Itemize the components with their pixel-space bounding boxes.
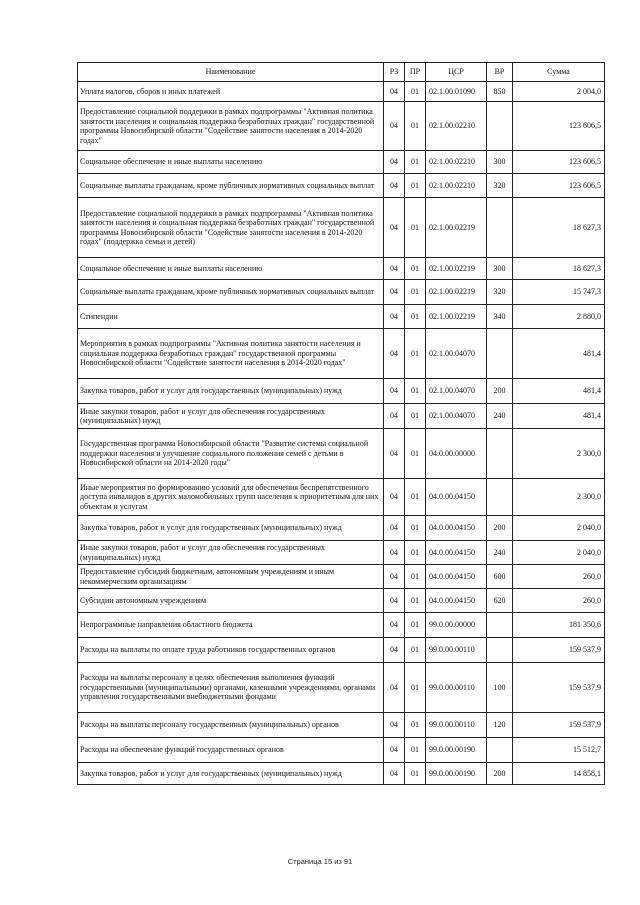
table-row [78, 329, 605, 379]
cell-pr: 01 [405, 280, 426, 305]
table-row [78, 305, 605, 329]
cell-rz: 04 [384, 280, 405, 305]
cell-rz: 04 [384, 713, 405, 738]
cell-vr [487, 429, 513, 479]
cell-sum: 2 040,0 [513, 541, 605, 565]
cell-csr: 99.0.00.00190 [426, 738, 487, 763]
cell-sum: 15 512,7 [513, 738, 605, 763]
cell-sum: 2 040,0 [513, 516, 605, 541]
cell-rz: 04 [384, 174, 405, 198]
cell-pr: 01 [405, 738, 426, 763]
cell-name: Социальное обеспечение и иные выплаты населению [78, 151, 384, 174]
cell-sum: 14 858,1 [513, 763, 605, 785]
cell-pr: 01 [405, 151, 426, 174]
cell-pr: 01 [405, 429, 426, 479]
cell-sum: 123 606,5 [513, 102, 605, 151]
cell-csr: 02.1.00.04070 [426, 379, 487, 404]
cell-name: Иные закупки товаров, работ и услуг для обеспечения государственных (муниципальных) нужд [78, 404, 384, 429]
cell-vr [487, 198, 513, 258]
cell-rz: 04 [384, 258, 405, 280]
cell-vr: 100 [487, 663, 513, 713]
table-row [78, 763, 605, 785]
cell-vr: 320 [487, 174, 513, 198]
cell-sum: 123 606,5 [513, 151, 605, 174]
cell-sum: 481,4 [513, 404, 605, 429]
cell-sum: 18 627,3 [513, 198, 605, 258]
cell-rz: 04 [384, 541, 405, 565]
table-row [78, 102, 605, 151]
cell-vr: 300 [487, 151, 513, 174]
cell-rz: 04 [384, 763, 405, 785]
cell-csr: 02.1.00.02210 [426, 174, 487, 198]
cell-name: Иные закупки товаров, работ и услуг для обеспечения государственных (муниципальных) нужд [78, 541, 384, 565]
cell-name: Государственная программа Новосибирской области "Развитие системы социальной поддержки населения и улучшение социального положения семей с детьми в Новосибирской области на 2014-2020 годы" [78, 429, 384, 479]
cell-sum: 260,0 [513, 565, 605, 589]
cell-vr: 120 [487, 713, 513, 738]
cell-pr: 01 [405, 589, 426, 613]
table-row [78, 663, 605, 713]
cell-pr: 01 [405, 516, 426, 541]
header-pr: ПР [405, 63, 426, 82]
cell-csr: 02.1.00.02219 [426, 198, 487, 258]
cell-vr: 200 [487, 516, 513, 541]
cell-vr: 340 [487, 305, 513, 329]
cell-csr: 04.0.00.04150 [426, 516, 487, 541]
cell-rz: 04 [384, 198, 405, 258]
cell-name: Непрограммные направления областного бюджета [78, 613, 384, 638]
table-row [78, 198, 605, 258]
cell-vr [487, 613, 513, 638]
cell-pr: 01 [405, 102, 426, 151]
cell-rz: 04 [384, 379, 405, 404]
cell-pr: 01 [405, 198, 426, 258]
table-row [78, 589, 605, 613]
header-rz: РЗ [384, 63, 405, 82]
cell-rz: 04 [384, 613, 405, 638]
cell-vr: 240 [487, 541, 513, 565]
cell-csr: 99.0.00.00110 [426, 638, 487, 663]
cell-csr: 02.1.00.04070 [426, 329, 487, 379]
cell-pr: 01 [405, 565, 426, 589]
cell-csr: 04.0.00.04150 [426, 541, 487, 565]
cell-sum: 181 350,6 [513, 613, 605, 638]
table-row [78, 151, 605, 174]
cell-rz: 04 [384, 638, 405, 663]
cell-vr: 320 [487, 280, 513, 305]
cell-vr: 200 [487, 763, 513, 785]
cell-name: Предоставление социальной поддержки в рамках подпрограммы "Активная политика занятости населения и социальная поддержка безработных граждан" государственной программы Новосибирской области "Содействие занятости населения в 2014-2020 годах" [78, 102, 384, 151]
cell-name: Стипендии [78, 305, 384, 329]
cell-vr: 600 [487, 565, 513, 589]
table-row [78, 429, 605, 479]
cell-vr: 300 [487, 258, 513, 280]
header-sum: Сумма [513, 63, 605, 82]
cell-rz: 04 [384, 429, 405, 479]
cell-sum: 159 537,9 [513, 713, 605, 738]
cell-pr: 01 [405, 638, 426, 663]
cell-name: Расходы на выплаты персоналу государственных (муниципальных) органов [78, 713, 384, 738]
cell-name: Закупка товаров, работ и услуг для государственных (муниципальных) нужд [78, 516, 384, 541]
cell-rz: 04 [384, 589, 405, 613]
cell-csr: 04.0.00.04150 [426, 589, 487, 613]
table-row [78, 404, 605, 429]
cell-csr: 04.0.00.00000 [426, 429, 487, 479]
cell-pr: 01 [405, 258, 426, 280]
cell-pr: 01 [405, 763, 426, 785]
table-row [78, 541, 605, 565]
cell-vr: 200 [487, 379, 513, 404]
cell-csr: 02.1.00.02219 [426, 258, 487, 280]
cell-csr: 02.1.00.02219 [426, 305, 487, 329]
cell-sum: 2 004,0 [513, 82, 605, 102]
cell-name: Закупка товаров, работ и услуг для государственных (муниципальных) нужд [78, 763, 384, 785]
cell-pr: 01 [405, 663, 426, 713]
cell-vr [487, 102, 513, 151]
cell-name: Уплата налогов, сборов и иных платежей [78, 82, 384, 102]
cell-vr [487, 479, 513, 516]
cell-name: Предоставление субсидий бюджетным, автономным учреждениям и иным некоммерческим организациям [78, 565, 384, 589]
cell-pr: 01 [405, 174, 426, 198]
cell-csr: 99.0.00.00190 [426, 763, 487, 785]
cell-csr: 04.0.00.04150 [426, 565, 487, 589]
cell-rz: 04 [384, 82, 405, 102]
cell-rz: 04 [384, 738, 405, 763]
cell-csr: 99.0.00.00000 [426, 613, 487, 638]
cell-name: Мероприятия в рамках подпрограммы "Активная политика занятости населения и социальная поддержка безработных граждан" государственной программы Новосибирской области "Содействие занятости населения в 2014-2020 годах" [78, 329, 384, 379]
cell-pr: 01 [405, 404, 426, 429]
table-row [78, 174, 605, 198]
cell-vr: 850 [487, 82, 513, 102]
cell-rz: 04 [384, 102, 405, 151]
cell-name: Расходы на выплаты по оплате труда работников государственных органов [78, 638, 384, 663]
cell-sum: 18 627,3 [513, 258, 605, 280]
cell-csr: 02.1.00.01090 [426, 82, 487, 102]
cell-name: Предоставление социальной поддержки в рамках подпрограммы "Активная политика занятости населения и социальная поддержка безработных граждан" государственной программы Новосибирской области "Содействие занятости населения в 2014-2020 годах" (поддержка семьи и детей) [78, 198, 384, 258]
cell-sum: 481,4 [513, 329, 605, 379]
cell-rz: 04 [384, 404, 405, 429]
cell-sum: 481,4 [513, 379, 605, 404]
cell-pr: 01 [405, 305, 426, 329]
cell-rz: 04 [384, 516, 405, 541]
cell-name: Социальное обеспечение и иные выплаты населению [78, 258, 384, 280]
budget-table [77, 62, 605, 785]
cell-rz: 04 [384, 663, 405, 713]
cell-name: Социальные выплаты гражданам, кроме публичных нормативных социальных выплат [78, 174, 384, 198]
table-row [78, 379, 605, 404]
cell-sum: 2 300,0 [513, 429, 605, 479]
table-row [78, 565, 605, 589]
cell-pr: 01 [405, 82, 426, 102]
cell-vr [487, 738, 513, 763]
table-row [78, 258, 605, 280]
table-row [78, 280, 605, 305]
table-row [78, 713, 605, 738]
cell-vr [487, 329, 513, 379]
cell-name: Расходы на обеспечение функций государственных органов [78, 738, 384, 763]
cell-rz: 04 [384, 479, 405, 516]
cell-name: Расходы на выплаты персоналу в целях обеспечения выполнения функций государственными (муниципальными) органами, казенными учреждениями, органами управления государственными внебюджетными фондами [78, 663, 384, 713]
cell-csr: 02.1.00.02210 [426, 102, 487, 151]
cell-csr: 99.0.00.00110 [426, 713, 487, 738]
cell-sum: 260,0 [513, 589, 605, 613]
table-row [78, 738, 605, 763]
header-name: Наименование [78, 63, 384, 82]
cell-csr: 02.1.00.02219 [426, 280, 487, 305]
cell-sum: 159 537,9 [513, 638, 605, 663]
table-body [78, 82, 605, 785]
cell-rz: 04 [384, 565, 405, 589]
table-row [78, 82, 605, 102]
cell-name: Иные мероприятия по формированию условий для обеспечения беспрепятственного доступа инвалидов в других маломобильных групп населения к приоритетным для них объектам и услугам [78, 479, 384, 516]
cell-csr: 02.1.00.02210 [426, 151, 487, 174]
table-row [78, 613, 605, 638]
cell-csr: 99.0.00.00110 [426, 663, 487, 713]
header-csr: ЦСР [426, 63, 487, 82]
cell-csr: 04.0.00.04150 [426, 479, 487, 516]
cell-sum: 2 300,0 [513, 479, 605, 516]
table-row [78, 479, 605, 516]
cell-vr [487, 638, 513, 663]
cell-rz: 04 [384, 151, 405, 174]
cell-pr: 01 [405, 541, 426, 565]
cell-rz: 04 [384, 329, 405, 379]
page-number: Страница 15 из 91 [287, 857, 353, 866]
table-row [78, 638, 605, 663]
cell-pr: 01 [405, 379, 426, 404]
cell-name: Закупка товаров, работ и услуг для государственных (муниципальных) нужд [78, 379, 384, 404]
cell-pr: 01 [405, 329, 426, 379]
cell-rz: 04 [384, 305, 405, 329]
cell-sum: 15 747,3 [513, 280, 605, 305]
cell-vr: 240 [487, 404, 513, 429]
table-row [78, 516, 605, 541]
table-header-row [78, 63, 605, 82]
cell-sum: 123 606,5 [513, 174, 605, 198]
cell-pr: 01 [405, 713, 426, 738]
cell-sum: 159 537,9 [513, 663, 605, 713]
cell-csr: 02.1.00.04070 [426, 404, 487, 429]
cell-vr: 620 [487, 589, 513, 613]
cell-name: Социальные выплаты гражданам, кроме публичных нормативных социальных выплат [78, 280, 384, 305]
cell-pr: 01 [405, 479, 426, 516]
cell-sum: 2 880,0 [513, 305, 605, 329]
cell-pr: 01 [405, 613, 426, 638]
header-vr: ВР [487, 63, 513, 82]
cell-name: Субсидии автономным учреждениям [78, 589, 384, 613]
